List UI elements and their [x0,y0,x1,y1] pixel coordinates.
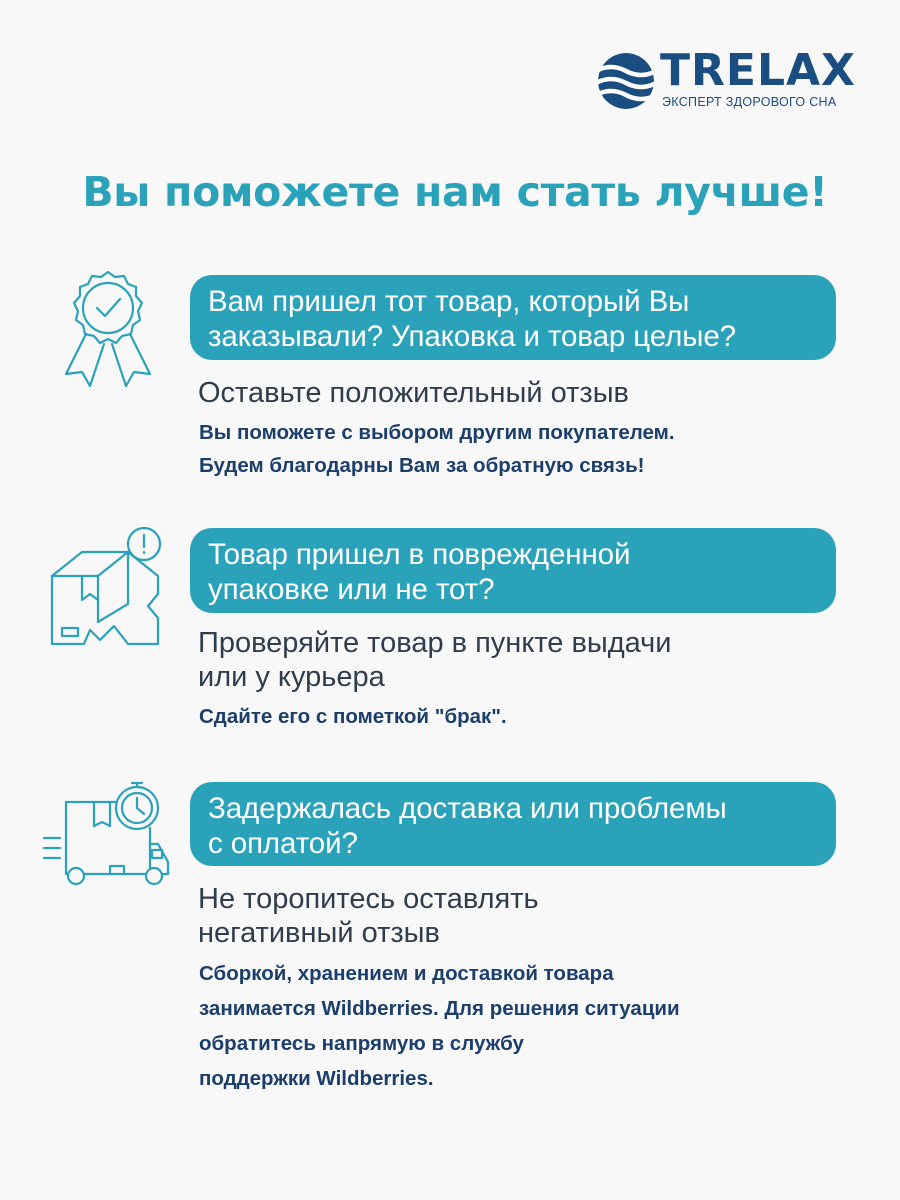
advice-line: Оставьте положительный отзыв [198,377,629,409]
award-ribbon-icon [54,268,162,394]
brand-logo [596,45,856,115]
question-line: упаковке или не тот? [208,573,495,606]
delivery-truck-clock-icon [40,766,174,890]
details-line: Сборкой, хранением и доставкой товара [199,962,614,985]
question-line: Задержалась доставка или проблемы [208,792,727,825]
details-line: Вы поможете с выбором другим покупателем. [199,421,675,444]
advice-line: или у курьера [198,661,385,693]
question-line: с оплатой? [208,827,358,860]
details-line: обратитесь напрямую в службу [199,1032,524,1055]
question-line: Товар пришел в поврежденной [208,538,631,571]
question-line: заказывали? Упаковка и товар целые? [208,320,736,353]
question-line: Вам пришел тот товар, который Вы [208,285,690,318]
mattress-logo-icon [596,51,656,111]
details-line: Будем благодарны Вам за обратную связь! [199,454,645,477]
details-line: Сдайте его с пометкой "брак". [199,705,507,728]
question-card-delivery-delay [190,782,836,866]
question-card-correct-item [190,275,836,360]
details-line: поддержки Wildberries. [199,1067,434,1090]
page-title: Вы поможете нам стать лучше! [82,168,828,216]
question-card-damaged-package [190,528,836,613]
details-text [199,956,680,1096]
details-text [199,700,507,733]
brand-name: TRELAX [660,45,856,96]
advice-text [198,376,629,410]
brand-tagline: ЭКСПЕРТ ЗДОРОВОГО СНА [662,95,837,109]
details-text [199,416,675,482]
details-line: занимается Wildberries. Для решения ситуации [199,997,680,1020]
advice-text [198,882,539,950]
damaged-box-icon [44,522,168,650]
advice-text [198,626,671,694]
advice-line: Не торопитесь оставлять [198,883,539,915]
advice-line: Проверяйте товар в пункте выдачи [198,627,672,659]
advice-line: негативный отзыв [198,917,440,949]
